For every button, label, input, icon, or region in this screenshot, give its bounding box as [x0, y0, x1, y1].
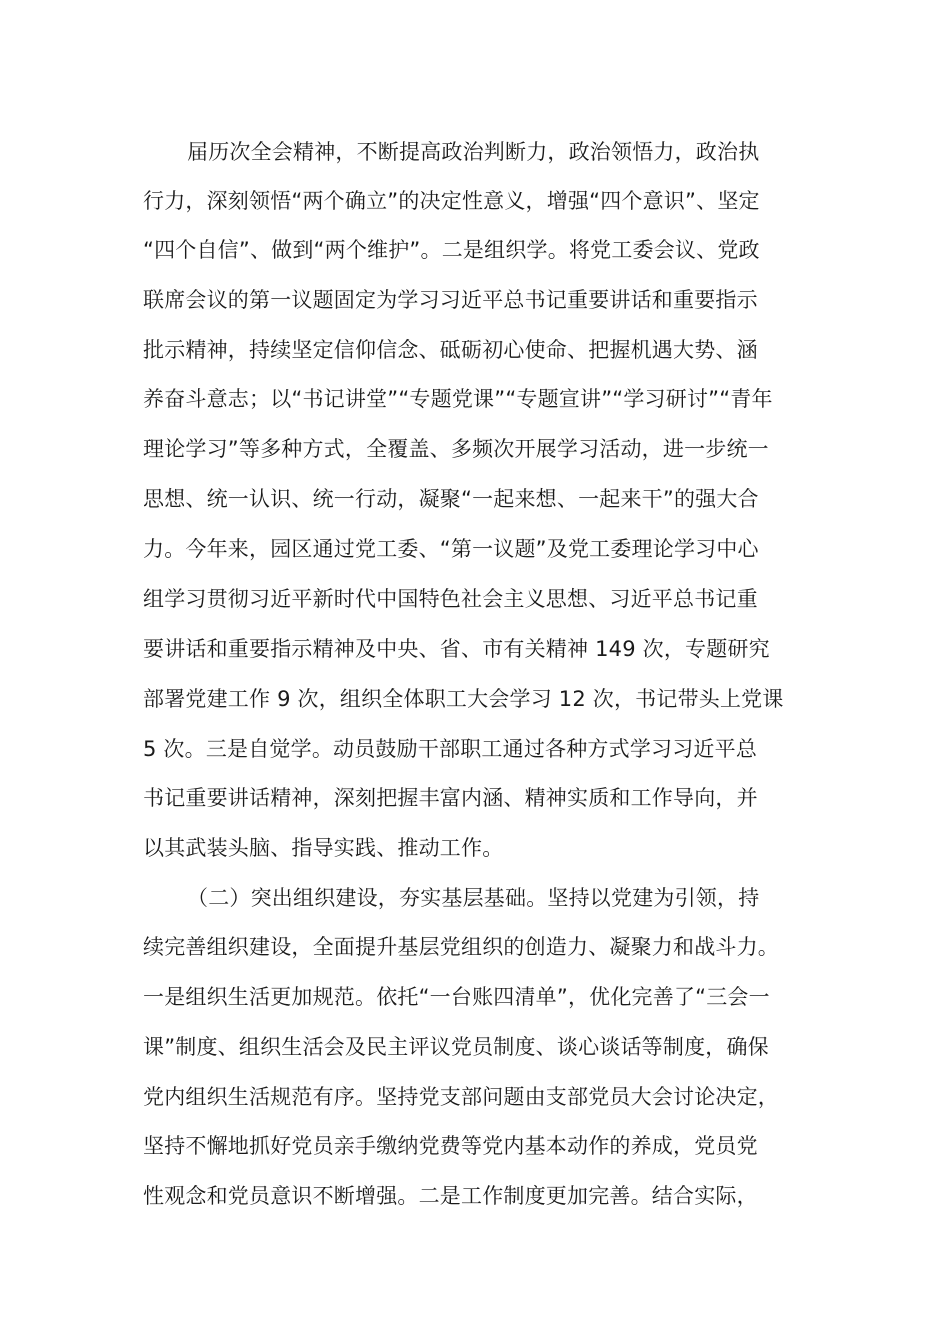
text-line-22: 性观念和党员意识不断增强。二是工作制度更加完善。结合实际， — [143, 1184, 758, 1208]
text-line-7: 理论学习”等多种方式，全覆盖、多频次开展学习活动，进一步统一 — [143, 437, 769, 461]
text-line-8: 思想、统一认识、统一行动，凝聚“一起来想、一起来干”的强大合 — [143, 487, 759, 511]
text-line-5: 批示精神，持续坚定信仰信念、砥砺初心使命、把握机遇大势、涵 — [143, 338, 758, 362]
text-line-13: 5 次。三是自觉学。动员鼓励干部职工通过各种方式学习习近平总 — [143, 737, 758, 761]
text-line-14: 书记重要讲话精神，深刻把握丰富内涵、精神实质和工作导向，并 — [143, 786, 758, 810]
text-line-1: 届历次全会精神，不断提高政治判断力，政治领悟力，政治执 — [187, 140, 760, 164]
text-line-4: 联席会议的第一议题固定为学习习近平总书记重要讲话和重要指示 — [143, 288, 758, 312]
text-line-6: 养奋斗意志；以“书记讲堂”“专题党课”“专题宣讲”“学习研讨”“青年 — [143, 387, 773, 411]
text-line-10: 组学习贯彻习近平新时代中国特色社会主义思想、习近平总书记重 — [143, 587, 758, 611]
text-line-12: 部署党建工作 9 次，组织全体职工大会学习 12 次，书记带头上党课 — [143, 687, 784, 711]
section-heading-line: （二）突出组织建设，夯实基层基础。坚持以党建为引领，持 — [187, 886, 760, 910]
text-line-19: 课”制度、组织生活会及民主评议党员制度、谈心谈话等制度，确保 — [143, 1035, 769, 1059]
text-line-9: 力。今年来，园区通过党工委、“第一议题”及党工委理论学习中心 — [143, 537, 759, 561]
text-line-17: 续完善组织建设，全面提升基层党组织的创造力、凝聚力和战斗力。 — [143, 935, 779, 959]
text-line-20: 党内组织生活规范有序。坚持党支部问题由支部党员大会讨论决定， — [143, 1085, 779, 1109]
text-line-3: “四个自信”、做到“两个维护”。二是组织学。将党工委会议、党政 — [143, 238, 760, 262]
text-line-15: 以其武装头脑、指导实践、推动工作。 — [143, 836, 504, 860]
text-line-18: 一是组织生活更加规范。依托“一台账四清单”，优化完善了“三会一 — [143, 985, 770, 1009]
text-line-2: 行力，深刻领悟“两个确立”的决定性意义，增强“四个意识”、坚定 — [143, 189, 760, 213]
text-line-21: 坚持不懈地抓好党员亲手缴纳党费等党内基本动作的养成，党员党 — [143, 1134, 758, 1158]
text-line-11: 要讲话和重要指示精神及中央、省、市有关精神 149 次，专题研究 — [143, 637, 770, 661]
